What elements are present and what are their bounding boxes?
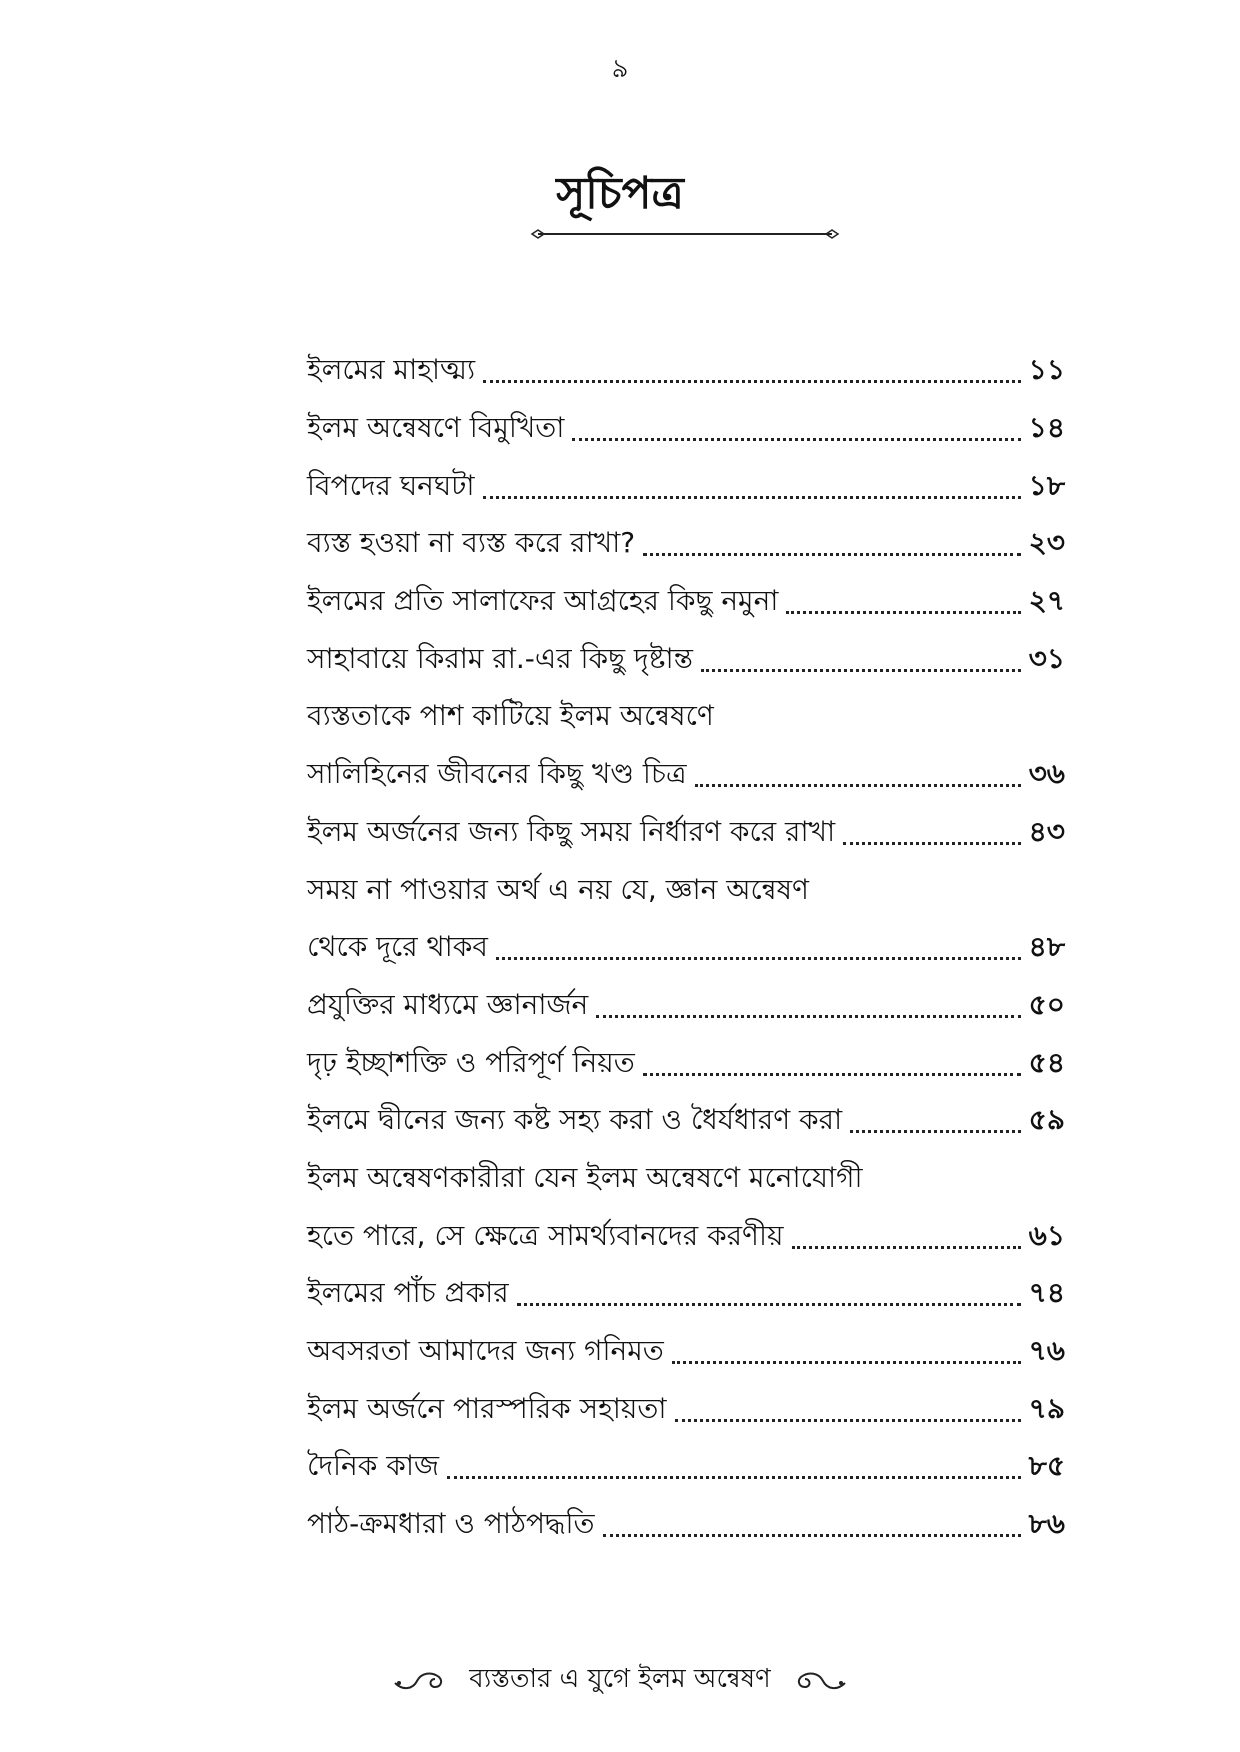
toc-entry	[307, 401, 1065, 459]
toc-entry-page: ১৪	[1028, 411, 1065, 445]
toc-entry	[307, 920, 1065, 978]
toc-entry-page: ২৩	[1028, 526, 1065, 560]
toc-leader-dots	[603, 1534, 1021, 1537]
toc-entry	[307, 978, 1065, 1036]
toc-entry	[307, 805, 1065, 863]
toc-entry-title: ইলমের মাহাত্ম্য	[307, 353, 476, 387]
toc-leader-dots	[517, 1303, 1021, 1306]
footer-book-title: ব্যস্ততার এ যুগে ইলম অন্বেষণ	[469, 1664, 771, 1694]
toc-entry	[307, 747, 1065, 805]
toc-entry-title: দৈনিক কাজ	[307, 1449, 440, 1483]
toc-leader-dots	[483, 380, 1021, 383]
toc-leader-dots	[786, 611, 1020, 614]
toc-entry-title-line1: ইলম অন্বেষণকারীরা যেন ইলম অন্বেষণে মনোযোগী	[307, 1160, 863, 1194]
toc-entry-title: ইলম অর্জনে পারস্পরিক সহায়তা	[307, 1391, 667, 1425]
toc-entry	[307, 1324, 1065, 1382]
toc-entry	[307, 1093, 1065, 1151]
toc-entry-title: প্রযুক্তির মাধ্যমে জ্ঞানার্জন	[307, 987, 589, 1021]
toc-leader-dots	[701, 669, 1021, 672]
toc-entry-title: বিপদের ঘনঘটা	[307, 468, 475, 502]
toc-entry	[307, 1266, 1065, 1324]
toc-entry	[307, 574, 1065, 632]
ornamental-rule-icon	[530, 226, 840, 242]
flourish-right-icon	[789, 1665, 849, 1695]
running-footer	[0, 1658, 1240, 1702]
toc-entry-title: ব্যস্ত হওয়া না ব্যস্ত করে রাখা?	[307, 526, 636, 560]
toc-entry-page: ৫৯	[1028, 1103, 1065, 1137]
toc-entry-page: ৫০	[1028, 987, 1065, 1021]
toc-leader-dots	[672, 1361, 1021, 1364]
flourish-left-icon	[391, 1665, 451, 1695]
toc-entry-page: ৪৮	[1028, 930, 1065, 964]
toc-entry-page: ৫৪	[1028, 1045, 1065, 1079]
toc-entry	[307, 1208, 1065, 1266]
toc-entry	[307, 631, 1065, 689]
toc-entry-page: ৮৫	[1028, 1449, 1065, 1483]
toc-entry-page: ৩৬	[1028, 757, 1065, 791]
toc-leader-dots	[695, 784, 1021, 787]
toc-entry-title-line1: ব্যস্ততাকে পাশ কাটিয়ে ইলম অন্বেষণে	[307, 699, 714, 733]
toc-entry-title: সালিহিনের জীবনের কিছু খণ্ড চিত্র	[307, 757, 687, 791]
toc-leader-dots	[643, 1073, 1021, 1076]
toc-entry-title: ইলম অন্বেষণে বিমুখিতা	[307, 411, 565, 445]
toc-entry-title: ইলমের প্রতি সালাফের আগ্রহের কিছু নমুনা	[307, 584, 779, 618]
table-of-contents	[307, 343, 1065, 1554]
page-title: সূচিপত্র	[556, 168, 684, 219]
toc-entry	[307, 458, 1065, 516]
toc-leader-dots	[643, 553, 1021, 556]
toc-leader-dots	[850, 1130, 1021, 1133]
toc-entry-page: ৭৪	[1028, 1276, 1065, 1310]
toc-entry-title-line1: সময় না পাওয়ার অর্থ এ নয় যে, জ্ঞান অন্বেষণ	[307, 872, 809, 906]
toc-entry-page: ৪৩	[1028, 814, 1065, 848]
toc-entry-title: ইলমে দ্বীনের জন্য কষ্ট সহ্য করা ও ধৈর্যধারণ করা	[307, 1103, 843, 1137]
toc-entry-page: ১১	[1028, 353, 1065, 387]
toc-leader-dots	[447, 1476, 1021, 1479]
toc-leader-dots	[792, 1246, 1021, 1249]
toc-entry-title: হতে পারে, সে ক্ষেত্রে সামর্থ্যবানদের করণীয়	[307, 1218, 784, 1252]
toc-entry-page: ২৭	[1028, 584, 1065, 618]
toc-leader-dots	[596, 1015, 1020, 1018]
toc-entry-title: থেকে দূরে থাকব	[307, 930, 488, 964]
toc-entry-first-line	[307, 689, 1065, 747]
toc-entry-title: অবসরতা আমাদের জন্য গনিমত	[307, 1334, 664, 1368]
toc-entry-page: ১৮	[1028, 468, 1065, 502]
toc-leader-dots	[572, 438, 1020, 441]
toc-entry-title: সাহাবায়ে কিরাম রা.-এর কিছু দৃষ্টান্ত	[307, 641, 693, 675]
page-number: ৯	[611, 54, 629, 84]
toc-entry-first-line	[307, 862, 1065, 920]
toc-entry-page: ৬১	[1028, 1218, 1065, 1252]
toc-entry-page: ৭৯	[1028, 1391, 1065, 1425]
toc-entry	[307, 1035, 1065, 1093]
toc-leader-dots	[496, 957, 1021, 960]
toc-entry-first-line	[307, 1151, 1065, 1209]
toc-entry-title: পাঠ-ক্রমধারা ও পাঠপদ্ধতি	[307, 1507, 595, 1541]
toc-entry	[307, 1381, 1065, 1439]
toc-entry-page: ৭৬	[1028, 1334, 1065, 1368]
toc-leader-dots	[843, 842, 1021, 845]
toc-leader-dots	[483, 496, 1021, 499]
toc-entry-page: ৩১	[1028, 641, 1065, 675]
toc-entry-title: ইলম অর্জনের জন্য কিছু সময় নির্ধারণ করে রাখা	[307, 814, 836, 848]
toc-leader-dots	[675, 1419, 1021, 1422]
toc-entry	[307, 516, 1065, 574]
toc-entry-page: ৮৬	[1028, 1507, 1065, 1541]
toc-entry-title: ইলমের পাঁচ প্রকার	[307, 1276, 509, 1310]
toc-entry	[307, 1497, 1065, 1555]
toc-entry	[307, 343, 1065, 401]
toc-entry	[307, 1439, 1065, 1497]
toc-entry-title: দৃঢ় ইচ্ছাশক্তি ও পরিপূর্ণ নিয়ত	[307, 1045, 635, 1079]
